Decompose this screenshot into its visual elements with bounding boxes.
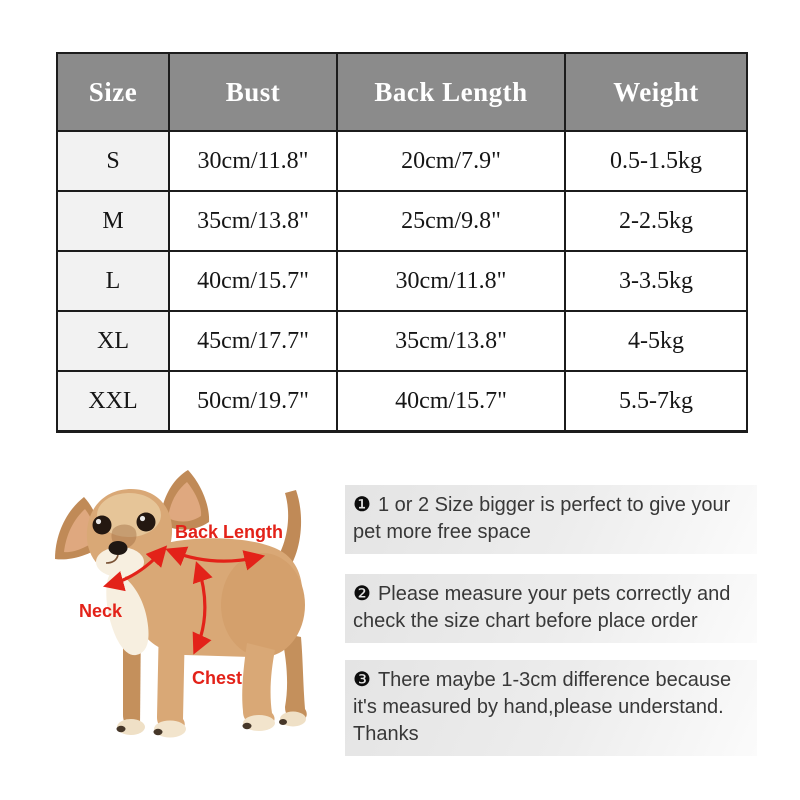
back-length-label: Back Length (175, 522, 284, 542)
weight-cell: 5.5-7kg (565, 371, 747, 432)
note-line: Thanks (353, 723, 419, 745)
table-row (57, 311, 747, 371)
note-1 (345, 485, 757, 554)
back-length-cell: 30cm/11.8" (337, 251, 565, 311)
table-row (57, 371, 747, 432)
note-3 (345, 660, 757, 756)
size-cell: L (57, 251, 169, 311)
chihuahua-illustration (35, 465, 345, 795)
table-row (57, 131, 747, 191)
weight-cell: 3-3.5kg (565, 251, 747, 311)
column-header-weight: Weight (565, 53, 747, 131)
size-cell: S (57, 131, 169, 191)
table-header-row (57, 53, 747, 131)
column-header-size: Size (57, 53, 169, 131)
number-2-bullet-icon: ❷ (353, 581, 371, 605)
note-line: it's measured by hand,please understand. (353, 696, 724, 718)
table-row (57, 251, 747, 311)
neck-label: Neck (79, 601, 123, 621)
note-2 (345, 574, 757, 643)
note-line (353, 666, 747, 694)
column-header-back-length: Back Length (337, 53, 565, 131)
back-length-cell: 35cm/13.8" (337, 311, 565, 371)
size-table (56, 52, 748, 433)
weight-cell: 4-5kg (565, 311, 747, 371)
table-row (57, 191, 747, 251)
weight-cell: 0.5-1.5kg (565, 131, 747, 191)
column-header-bust: Bust (169, 53, 337, 131)
note-text: Please measure your pets correctly and (377, 583, 731, 605)
note-line: check the size chart before place order (353, 610, 698, 632)
weight-cell: 2-2.5kg (565, 191, 747, 251)
back-length-cell: 25cm/9.8" (337, 191, 565, 251)
note-line (353, 491, 747, 519)
size-cell: M (57, 191, 169, 251)
dog-measurement-diagram (35, 465, 345, 795)
number-1-bullet-icon: ❶ (353, 492, 371, 516)
back-length-cell: 20cm/7.9" (337, 131, 565, 191)
note-text: 1 or 2 Size bigger is perfect to give your (377, 494, 731, 516)
back-length-cell: 40cm/15.7" (337, 371, 565, 432)
bust-cell: 45cm/17.7" (169, 311, 337, 371)
chest-label: Chest (192, 668, 243, 688)
bust-cell: 30cm/11.8" (169, 131, 337, 191)
note-text: There maybe 1-3cm difference because (377, 669, 732, 691)
bust-cell: 40cm/15.7" (169, 251, 337, 311)
size-cell: XXL (57, 371, 169, 432)
note-line: pet more free space (353, 521, 531, 543)
note-line (353, 580, 747, 608)
size-cell: XL (57, 311, 169, 371)
bust-cell: 50cm/19.7" (169, 371, 337, 432)
bust-cell: 35cm/13.8" (169, 191, 337, 251)
number-3-bullet-icon: ❸ (353, 667, 371, 691)
